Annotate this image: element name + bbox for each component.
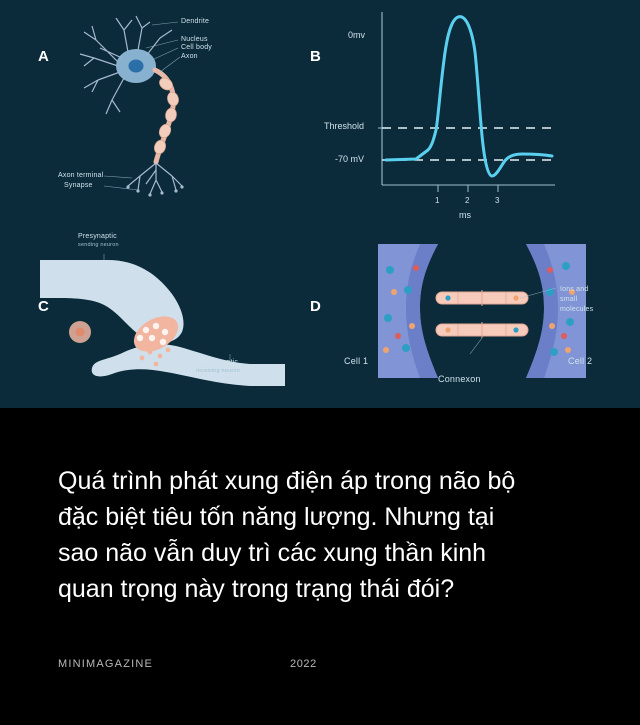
label-nucleus: Nucleus bbox=[181, 36, 208, 43]
label-postsynaptic: Postsynaptic bbox=[196, 359, 239, 366]
footer bbox=[58, 658, 578, 678]
label-threshold: Threshold bbox=[324, 121, 365, 131]
neuron-diagram bbox=[0, 0, 320, 226]
panel-d-gap-junction bbox=[320, 226, 640, 408]
label-ions-and: Ions and bbox=[560, 286, 589, 293]
panel-letter-d: D bbox=[310, 298, 322, 315]
label-presynaptic-sub: sending neuron bbox=[78, 242, 119, 248]
label-cell-body: Cell body bbox=[181, 44, 212, 51]
label-cell-1: Cell 1 bbox=[344, 356, 369, 366]
xtick-2: 2 bbox=[465, 196, 470, 205]
panel-letter-a: A bbox=[38, 48, 50, 65]
action-potential-plot bbox=[320, 0, 640, 226]
label-connexon: Connexon bbox=[438, 374, 481, 384]
panel-letter-b: B bbox=[310, 48, 322, 65]
panel-a-neuron bbox=[0, 0, 320, 226]
label-molecules: molecules bbox=[560, 306, 594, 313]
label-axon-terminal: Axon terminal bbox=[58, 172, 104, 179]
panel-b-action-potential bbox=[320, 0, 640, 226]
footer-year: 2022 bbox=[290, 658, 317, 670]
panel-c-chemical-synapse bbox=[0, 226, 320, 408]
xaxis-title-ms: ms bbox=[459, 210, 471, 220]
label-synapse: Synapse bbox=[64, 182, 93, 189]
panel-letter-c: C bbox=[38, 298, 50, 315]
xtick-3: 3 bbox=[495, 196, 500, 205]
caption-headline: Quá trình phát xung điện áp trong não bộ đặc biệt tiêu tốn năng lượng. Nhưng tại sao não vẫn duy trì các xung thần kinh quan trọng này trong trạng thái đói? bbox=[58, 467, 516, 603]
label-resting-potential: -70 mV bbox=[335, 154, 365, 164]
footer-brand: MINIMAGAZINE bbox=[58, 658, 154, 670]
label-zero-mv: 0mv bbox=[348, 30, 366, 40]
xtick-1: 1 bbox=[435, 196, 440, 205]
label-dendrite: Dendrite bbox=[181, 18, 210, 25]
caption-block bbox=[0, 408, 640, 725]
synapse-diagram bbox=[0, 226, 320, 408]
label-axon: Axon bbox=[181, 53, 198, 60]
label-cell-2: Cell 2 bbox=[568, 356, 593, 366]
label-small: small bbox=[560, 296, 578, 303]
label-postsynaptic-sub: receiving neuron bbox=[196, 368, 240, 374]
label-presynaptic: Presynaptic bbox=[78, 233, 117, 240]
